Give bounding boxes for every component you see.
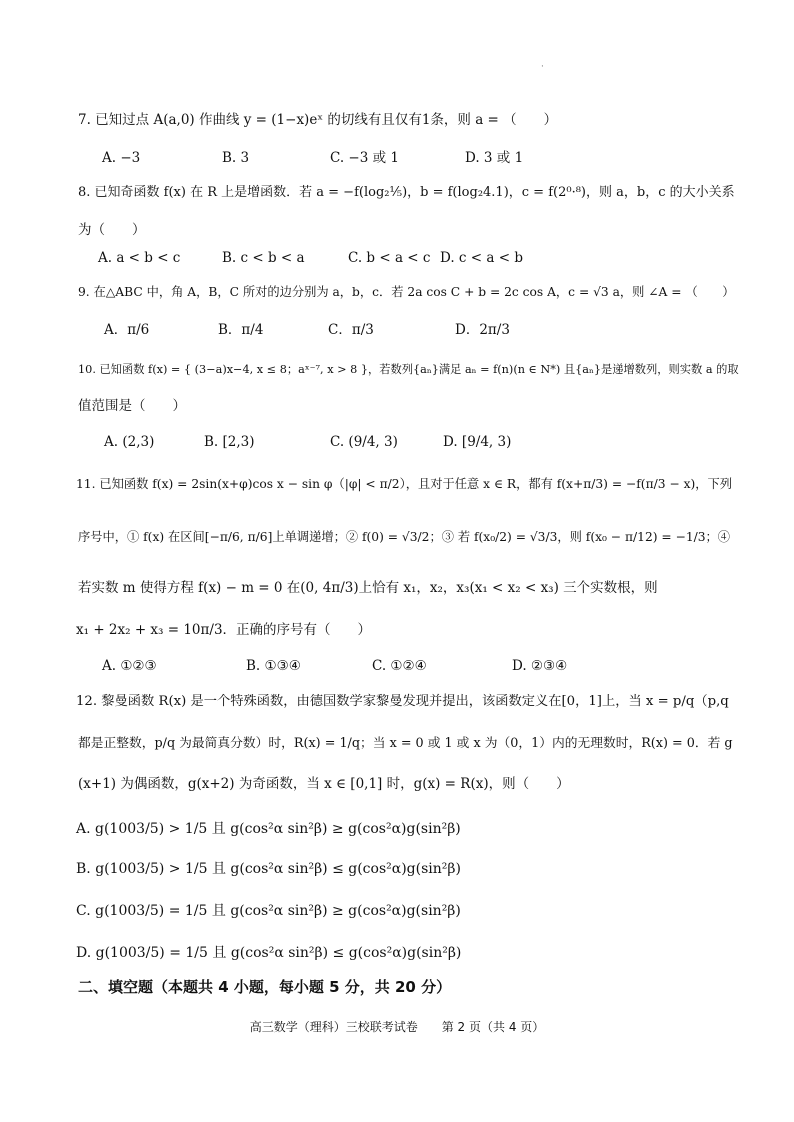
question-12-text-line-1: 12. 黎曼函数 R(x) 是一个特殊函数，由德国数学家黎曼发现并提出，该函数定义在[0，1]上，当 x = p/q（p,q (76, 694, 729, 709)
question-8-option-b: B. c < b < a (222, 250, 305, 266)
question-12-option-d: D. g(1003/5) = 1/5 且 g(cos²α sin²β) ≤ g(cos²α)g(sin²β) (76, 945, 462, 961)
question-8-option-a: A. a < b < c (98, 250, 181, 266)
question-10-text-line-1: 10. 已知函数 f(x) = { (3−a)x−4, x ≤ 8；aˣ⁻⁷, x > 8 }，若数列{aₙ}满足 aₙ = f(n)(n ∈ N*) 且{aₙ}是递增数列，则实数 a 的取 (78, 363, 739, 376)
question-7-option-d: D. 3 或 1 (465, 150, 524, 166)
question-8-option-c: C. b < a < c (348, 250, 431, 266)
question-11-text-line-3: 若实数 m 使得方程 f(x) − m = 0 在(0, 4π/3)上恰有 x₁，x₂，x₃(x₁ < x₂ < x₃) 三个实数根，则 (78, 580, 658, 596)
question-12-option-b: B. g(1003/5) > 1/5 且 g(cos²α sin²β) ≤ g(cos²α)g(sin²β) (76, 861, 461, 877)
question-11-option-b: B. ①③④ (246, 658, 301, 674)
question-7-option-c: C. −3 或 1 (330, 150, 400, 166)
question-9-option-a: A．π/6 (104, 322, 150, 338)
question-8-option-d: D. c < a < b (440, 250, 523, 266)
question-7-option-a: A. −3 (102, 150, 141, 166)
question-10-text-line-2: 值范围是（ ） (78, 398, 186, 414)
question-10-option-d: D. [9/4, 3) (443, 434, 512, 450)
question-10-option-c: C. (9/4, 3) (330, 434, 398, 450)
question-7-text: 7. 已知过点 A(a,0) 作曲线 y = (1−x)eˣ 的切线有且仅有1条，则 a = （ ） (78, 112, 558, 128)
page-footer: 高三数学（理科）三校联考试卷 第 2 页（共 4 页） (249, 1020, 545, 1034)
question-9-option-b: B．π/4 (218, 322, 264, 338)
question-7-option-b: B. 3 (222, 150, 250, 166)
question-12-option-a: A. g(1003/5) > 1/5 且 g(cos²α sin²β) ≥ g(cos²α)g(sin²β) (76, 821, 461, 837)
corner-mark: · (541, 62, 544, 72)
question-12-option-c: C. g(1003/5) = 1/5 且 g(cos²α sin²β) ≥ g(cos²α)g(sin²β) (76, 903, 461, 919)
question-10-option-a: A. (2,3) (104, 434, 155, 450)
question-11-option-a: A. ①②③ (102, 658, 157, 674)
question-8-text-line-1: 8. 已知奇函数 f(x) 在 R 上是增函数．若 a = −f(log₂⅕)，b = f(log₂4.1)，c = f(2⁰·⁸)，则 a，b，c 的大小关系 (78, 185, 735, 200)
question-11-option-d: D. ②③④ (512, 658, 568, 674)
question-11-text-line-1: 11. 已知函数 f(x) = 2sin(x+φ)cos x − sin φ（|φ| < π/2），且对于任意 x ∈ R，都有 f(x+π/3) = −f(π/3 − x)，下列 (76, 477, 733, 491)
question-10-option-b: B. [2,3) (204, 434, 255, 450)
section-heading-fill-in: 二、填空题（本题共 4 小题，每小题 5 分，共 20 分） (78, 978, 452, 996)
question-9-option-d: D．2π/3 (455, 322, 510, 338)
question-9-option-c: C．π/3 (328, 322, 374, 338)
question-11-text-line-2: 序号中，① f(x) 在区间[−π/6, π/6]上单调递增；② f(0) = √3/2；③ 若 f(x₀/2) = √3/3，则 f(x₀ − π/12) = −1/3；④ (78, 530, 731, 544)
question-9-text: 9. 在△ABC 中，角 A，B，C 所对的边分别为 a，b，c．若 2a cos C + b = 2c cos A，c = √3 a，则 ∠A = （ ） (78, 285, 735, 299)
question-12-text-line-2: 都是正整数，p/q 为最简真分数）时，R(x) = 1/q；当 x = 0 或 1 或 x 为（0，1）内的无理数时，R(x) = 0．若 g (78, 736, 733, 751)
question-8-text-line-2: 为（ ） (78, 222, 146, 238)
question-11-option-c: C. ①②④ (372, 658, 427, 674)
question-12-text-line-3: (x+1) 为偶函数，g(x+2) 为奇函数，当 x ∈ [0,1] 时，g(x) = R(x)，则（ ） (78, 776, 570, 792)
question-11-text-line-4: x₁ + 2x₂ + x₃ = 10π/3．正确的序号有（ ） (76, 622, 372, 638)
